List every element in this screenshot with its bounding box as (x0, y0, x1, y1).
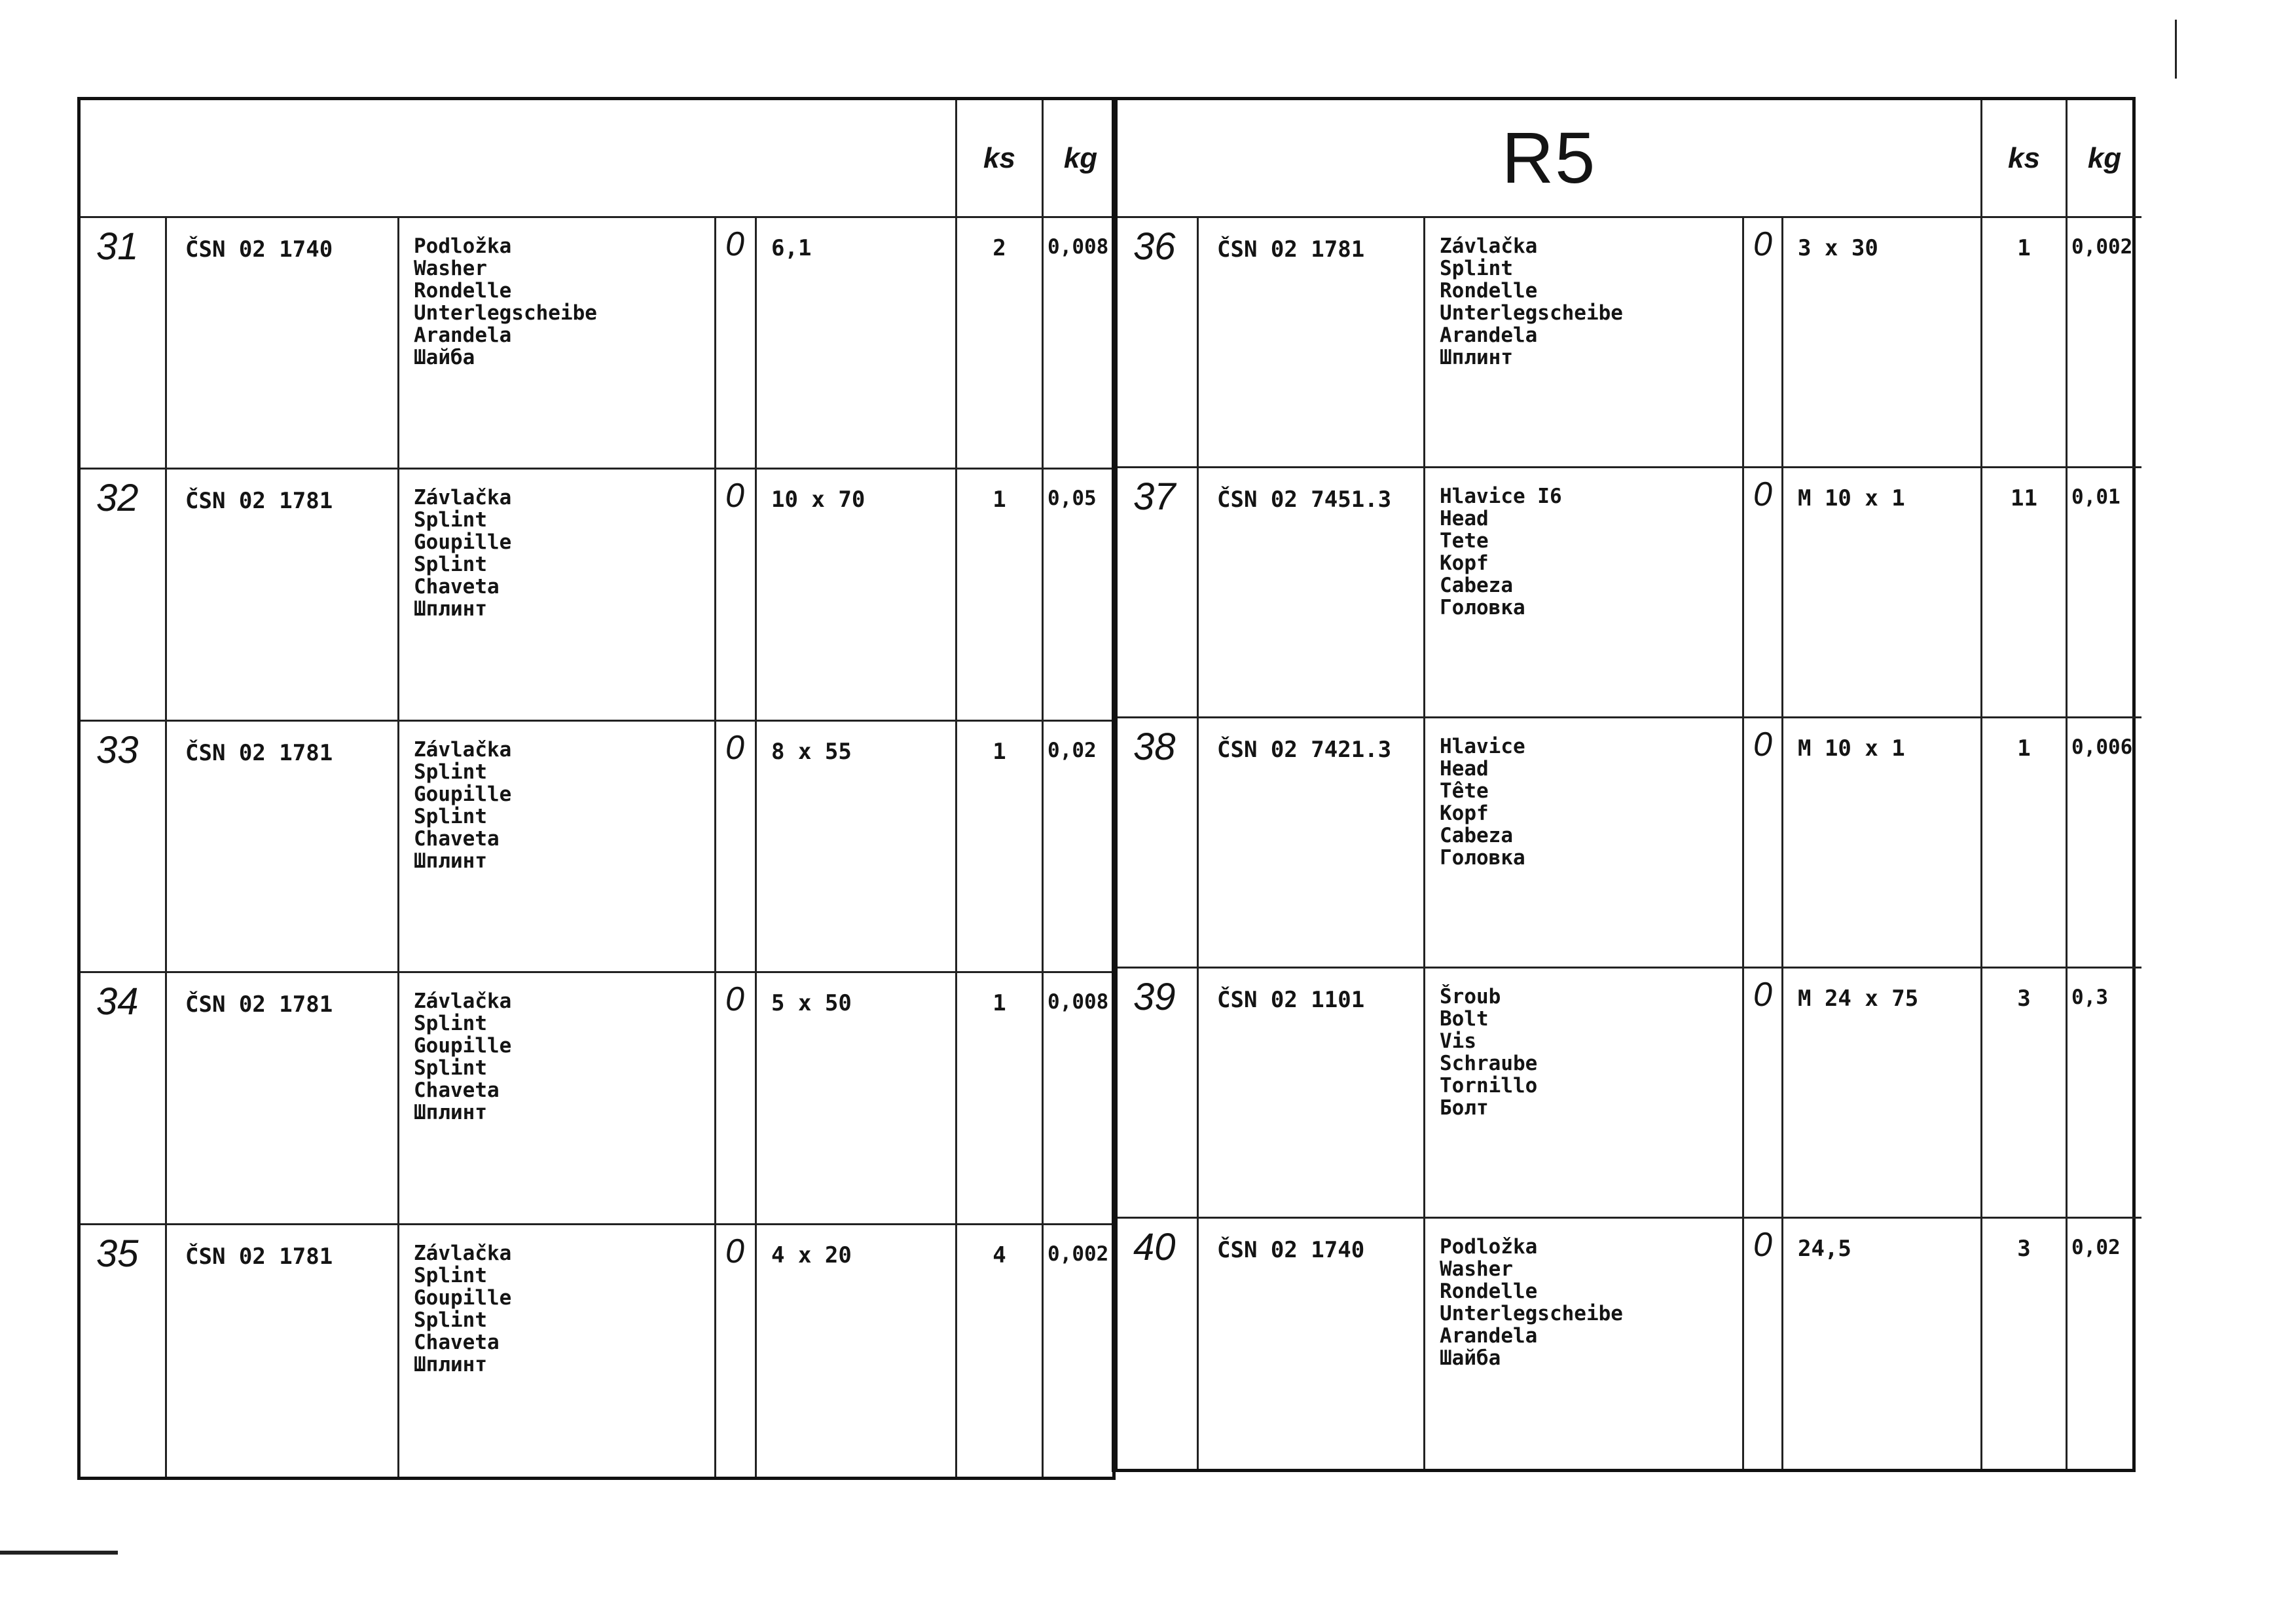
quantity-ks: 3 (1982, 1219, 2068, 1469)
part-name-line: Washer (414, 257, 487, 280)
margin-mark (0, 1551, 118, 1555)
weight-kg: 0,002 (1048, 1242, 1109, 1266)
part-name-line: Splint (414, 508, 487, 532)
part-name-line: Шплинт (414, 597, 487, 621)
dimension: 8 x 55 (757, 722, 957, 973)
part-name-line: Splint (414, 553, 487, 577)
header-kg: kg (1044, 100, 1118, 218)
part-name-line: Unterlegscheibe (414, 301, 597, 325)
item-number: 31 (81, 218, 167, 470)
part-name-line: Goupille (414, 782, 512, 806)
part-name-line: Vis (1440, 1029, 1476, 1053)
part-name-line: Šroub (1440, 985, 1501, 1008)
item-number: 38 (1118, 718, 1199, 969)
quantity-ks: 11 (1982, 468, 2068, 718)
item-number: 36 (1118, 218, 1199, 468)
dimension: 4 x 20 (757, 1225, 957, 1477)
dimension: M 10 x 1 (1783, 718, 1982, 969)
header-blank-cell (81, 100, 957, 218)
part-name-line: Washer (1440, 1257, 1513, 1281)
part-name-line: Rondelle (1440, 1280, 1538, 1303)
part-name-line: Головка (1440, 596, 1525, 619)
weight-kg: 0,008 (1044, 973, 1118, 1225)
margin-mark (2175, 20, 2177, 79)
header-title-cell (1118, 100, 1982, 218)
part-name-line: Závlačka (414, 1241, 512, 1265)
part-name-line: Rondelle (1440, 279, 1538, 303)
part-name-line: Schraube (1440, 1052, 1538, 1075)
weight-kg: 0,006 (2068, 718, 2141, 969)
part-name-line: Splint (414, 1056, 487, 1080)
part-name-line: Tête (1440, 779, 1489, 803)
item-number: 40 (1118, 1219, 1199, 1469)
quantity-ks: 3 (1982, 969, 2068, 1219)
item-number: 37 (1118, 468, 1199, 718)
part-name-line: Arandela (1440, 1324, 1538, 1348)
item-number: 39 (1118, 969, 1199, 1219)
quantity-ks: 4 (957, 1225, 1044, 1477)
quantity-ks: 1 (957, 722, 1044, 973)
part-name-line: Шайба (414, 346, 475, 369)
weight-kg: 0,05 (1044, 470, 1118, 721)
item-number: 33 (81, 722, 167, 973)
part-name-line: Chaveta (414, 1330, 500, 1354)
quantity-ks: 2 (957, 218, 1044, 470)
part-name-line: Unterlegscheibe (1440, 1302, 1623, 1325)
part-name-line: Hlavice (1440, 735, 1525, 758)
part-name-line: Splint (414, 804, 487, 828)
quantity-ks: 1 (957, 470, 1044, 721)
zero-mark: 0 (1744, 969, 1783, 1219)
standard-code: ČSN 02 1781 (167, 722, 399, 973)
dimension: 24,5 (1783, 1219, 1982, 1469)
zero-mark: 0 (1744, 1219, 1783, 1469)
part-name-line: Splint (414, 1263, 487, 1287)
zero-mark: 0 (716, 722, 757, 973)
part-name-line: Splint (414, 1308, 487, 1332)
quantity-ks: 1 (1982, 218, 2068, 468)
part-name-line: Tornillo (1440, 1074, 1538, 1098)
standard-code: ČSN 02 7451.3 (1199, 468, 1425, 718)
standard-code: ČSN 02 1740 (167, 218, 399, 470)
dimension: 6,1 (757, 218, 957, 470)
sheet-title: R5 (1501, 118, 1597, 198)
part-name-line: Chaveta (414, 1079, 500, 1103)
weight-kg: 0,008 (1044, 218, 1118, 470)
part-name-line: Goupille (414, 530, 512, 555)
part-name-line: Болт (1440, 1096, 1489, 1120)
part-name-line: Cabeza (1440, 824, 1513, 847)
part-name-line: Arandela (1440, 323, 1538, 347)
zero-mark: 0 (716, 973, 757, 1225)
part-name-line: Závlačka (414, 486, 512, 510)
zero-mark: 0 (1744, 218, 1783, 468)
part-names (1425, 218, 1744, 468)
part-name-line: Splint (1440, 257, 1513, 280)
item-number: 34 (81, 973, 167, 1225)
part-name-line: Závlačka (414, 737, 512, 762)
part-names (399, 1225, 716, 1477)
part-name-line: Bolt (1440, 1007, 1489, 1031)
dimension: M 24 x 75 (1783, 969, 1982, 1219)
zero-mark: 0 (1744, 468, 1783, 718)
item-number: 35 (81, 1225, 167, 1477)
zero-mark: 0 (716, 1225, 757, 1477)
parts-table-left (77, 97, 1116, 1480)
part-name-line: Tete (1440, 529, 1489, 553)
part-name-line: Chaveta (414, 826, 500, 851)
part-names (399, 722, 716, 973)
part-names (399, 470, 716, 721)
part-name-line: Head (1440, 507, 1489, 530)
part-names (399, 973, 716, 1225)
part-name-line: Goupille (414, 1285, 512, 1310)
part-name-line: Závlačka (1440, 234, 1538, 258)
weight-kg: 0,3 (2068, 969, 2141, 1219)
dimension: 5 x 50 (757, 973, 957, 1225)
part-name-line: Kopf (1440, 551, 1489, 575)
weight-kg: 0,02 (2071, 1236, 2121, 1259)
part-name-line: Splint (414, 760, 487, 784)
standard-code: ČSN 02 1781 (1199, 218, 1425, 468)
part-name-line: Шплинт (414, 1101, 487, 1125)
standard-code: ČSN 02 1781 (167, 1225, 399, 1477)
part-name-line: Шайба (1440, 1346, 1501, 1370)
header-kg: kg (2068, 100, 2141, 218)
part-name-line: Arandela (414, 323, 512, 347)
part-name-line: Podložka (1440, 1235, 1538, 1259)
weight-kg: 0,002 (2068, 218, 2141, 468)
weight-kg: 0,01 (2068, 468, 2141, 718)
part-name-line: Шплинт (414, 1352, 487, 1376)
part-name-line: Шплинт (414, 849, 487, 873)
part-name-line: Chaveta (414, 575, 500, 599)
zero-mark: 0 (716, 218, 757, 470)
zero-mark: 0 (716, 470, 757, 721)
dimension: M 10 x 1 (1783, 468, 1982, 718)
part-names (399, 218, 716, 470)
part-name-line: Podložka (414, 234, 512, 258)
part-name-line: Cabeza (1440, 574, 1513, 597)
standard-code: ČSN 02 7421.3 (1199, 718, 1425, 969)
header-ks: ks (957, 100, 1044, 218)
standard-code: ČSN 02 1781 (167, 470, 399, 721)
quantity-ks: 1 (957, 973, 1044, 1225)
part-names (1425, 1219, 1744, 1469)
parts-table-right (1112, 97, 2136, 1472)
part-name-line: Rondelle (414, 279, 512, 303)
item-number: 32 (81, 470, 167, 721)
quantity-ks: 1 (1982, 718, 2068, 969)
part-names (1425, 718, 1744, 969)
part-name-line: Unterlegscheibe (1440, 301, 1623, 325)
part-name-line: Шплинт (1440, 346, 1513, 369)
part-name-line: Hlavice I6 (1440, 485, 1562, 508)
part-name-line: Závlačka (414, 989, 512, 1014)
dimension: 10 x 70 (757, 470, 957, 721)
header-ks: ks (1982, 100, 2068, 218)
part-names (1425, 468, 1744, 718)
part-name-line: Head (1440, 757, 1489, 781)
part-names (1425, 969, 1744, 1219)
zero-mark: 0 (1744, 718, 1783, 969)
part-name-line: Kopf (1440, 802, 1489, 825)
standard-code: ČSN 02 1740 (1199, 1219, 1425, 1469)
part-name-line: Головка (1440, 846, 1525, 870)
dimension: 3 x 30 (1783, 218, 1982, 468)
standard-code: ČSN 02 1101 (1199, 969, 1425, 1219)
standard-code: ČSN 02 1781 (167, 973, 399, 1225)
weight-kg: 0,02 (1044, 722, 1118, 973)
part-name-line: Goupille (414, 1034, 512, 1058)
part-name-line: Splint (414, 1012, 487, 1036)
